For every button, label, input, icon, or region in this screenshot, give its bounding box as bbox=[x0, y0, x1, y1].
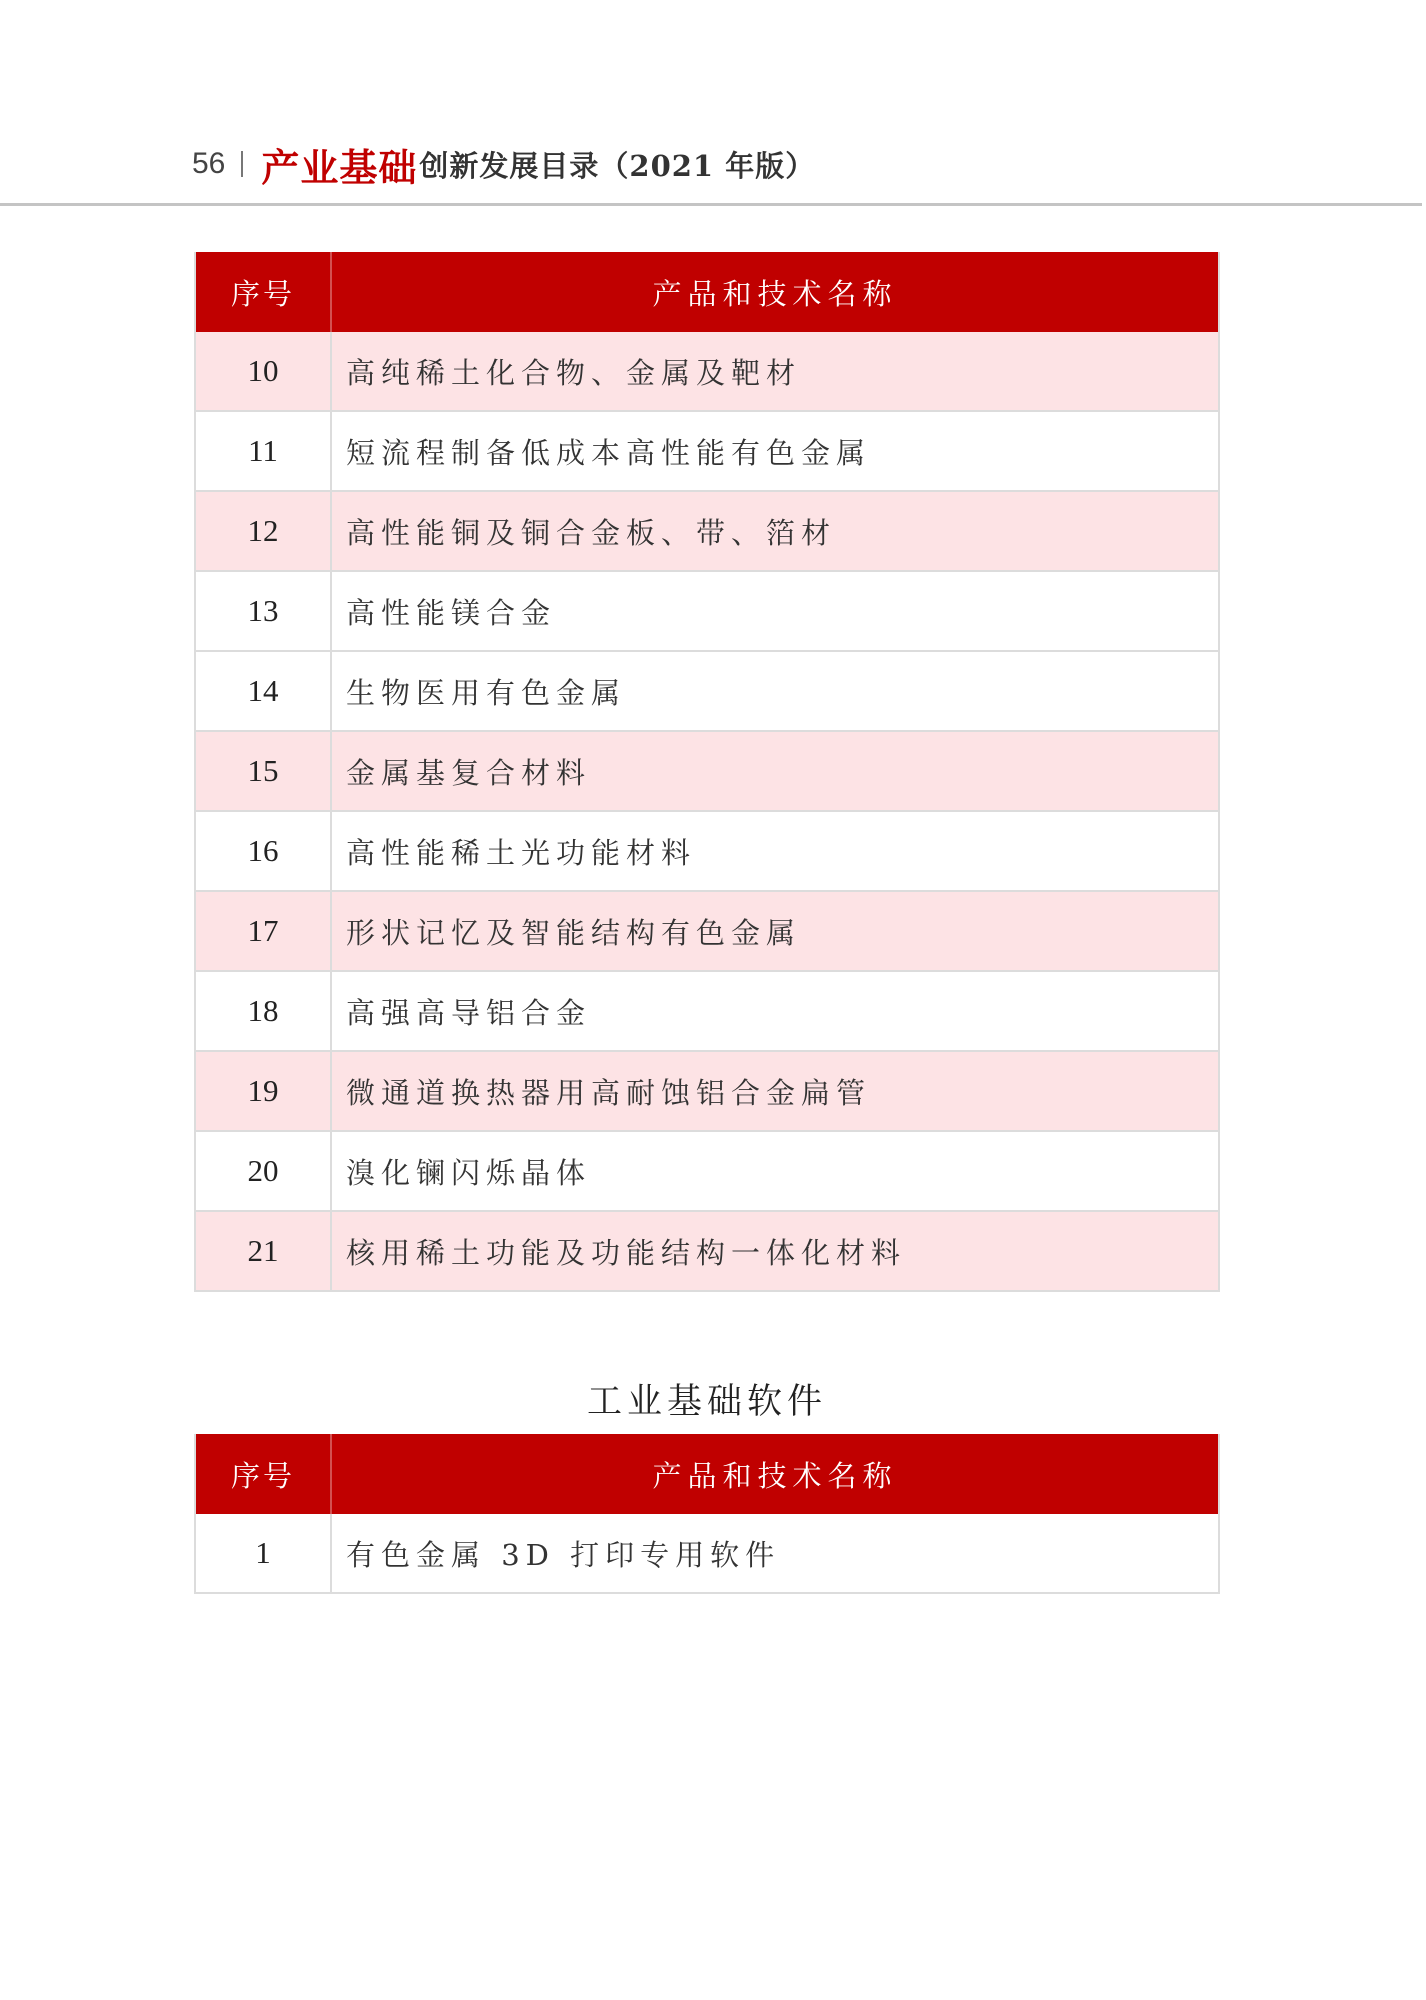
row-name: 高性能镁合金 bbox=[346, 595, 557, 630]
table-header-row bbox=[196, 1434, 1218, 1514]
book-title-rest: 创新发展目录（2021 年版） bbox=[419, 148, 816, 183]
row-name: 高性能稀土光功能材料 bbox=[346, 835, 697, 870]
row-name: 短流程制备低成本高性能有色金属 bbox=[346, 435, 872, 470]
row-number: 13 bbox=[196, 572, 332, 650]
row-name: 有色金属 3D 打印专用软件 bbox=[346, 1537, 781, 1572]
row-name: 核用稀土功能及功能结构一体化材料 bbox=[346, 1235, 907, 1270]
row-name: 溴化镧闪烁晶体 bbox=[346, 1155, 592, 1190]
row-number: 19 bbox=[196, 1052, 332, 1130]
header-separator bbox=[241, 151, 243, 177]
row-name: 生物医用有色金属 bbox=[346, 675, 627, 710]
header-rule bbox=[0, 203, 1422, 206]
table-row bbox=[196, 732, 1218, 812]
row-name: 金属基复合材料 bbox=[346, 755, 592, 790]
row-name: 高纯稀土化合物、金属及靶材 bbox=[346, 355, 802, 390]
row-number: 20 bbox=[196, 1132, 332, 1210]
software-table bbox=[194, 1434, 1220, 1594]
row-number: 21 bbox=[196, 1212, 332, 1290]
table-row bbox=[196, 572, 1218, 652]
row-number: 16 bbox=[196, 812, 332, 890]
table-row bbox=[196, 1514, 1218, 1594]
table-row bbox=[196, 812, 1218, 892]
table-row bbox=[196, 1212, 1218, 1292]
table-row bbox=[196, 492, 1218, 572]
materials-table bbox=[194, 252, 1220, 1292]
row-name: 形状记忆及智能结构有色金属 bbox=[346, 915, 802, 950]
row-number: 1 bbox=[196, 1514, 332, 1592]
row-number: 18 bbox=[196, 972, 332, 1050]
row-number: 17 bbox=[196, 892, 332, 970]
running-header bbox=[192, 140, 815, 188]
table-row bbox=[196, 1052, 1218, 1132]
table-row bbox=[196, 1132, 1218, 1212]
table-row bbox=[196, 892, 1218, 972]
row-number: 10 bbox=[196, 332, 332, 410]
row-number: 14 bbox=[196, 652, 332, 730]
row-number: 12 bbox=[196, 492, 332, 570]
column-header-number: 序号 bbox=[196, 252, 332, 332]
table-header-row bbox=[196, 252, 1218, 332]
book-title-highlight: 产业基础 bbox=[261, 144, 418, 190]
table-row bbox=[196, 972, 1218, 1052]
column-header-name: 产品和技术名称 bbox=[652, 276, 898, 311]
row-name: 高强高导铝合金 bbox=[346, 995, 592, 1030]
column-header-number: 序号 bbox=[196, 1434, 332, 1514]
page-number: 56 bbox=[192, 147, 226, 180]
table-row bbox=[196, 332, 1218, 412]
section-title: 工业基础软件 bbox=[586, 1382, 827, 1422]
row-number: 11 bbox=[196, 412, 332, 490]
row-number: 15 bbox=[196, 732, 332, 810]
row-name: 高性能铜及铜合金板、带、箔材 bbox=[346, 515, 837, 550]
table-row bbox=[196, 412, 1218, 492]
row-name: 微通道换热器用高耐蚀铝合金扁管 bbox=[346, 1075, 872, 1110]
column-header-name: 产品和技术名称 bbox=[652, 1458, 898, 1493]
table-row bbox=[196, 652, 1218, 732]
